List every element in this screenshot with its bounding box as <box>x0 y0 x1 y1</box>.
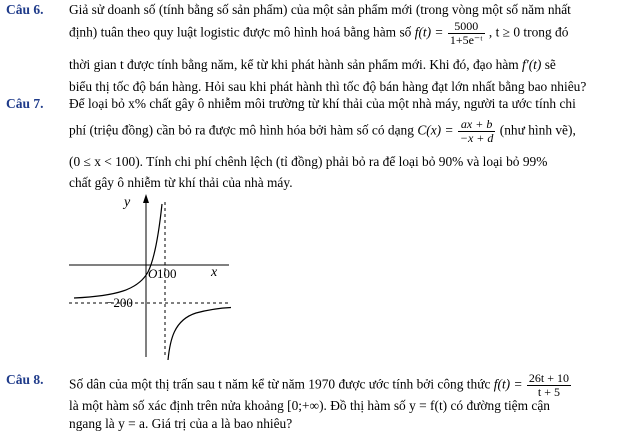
q7-fraction-denominator: −x + d <box>459 131 494 145</box>
q6-fraction-numerator: 5000 <box>448 20 485 34</box>
q6-line-3-tail: sẽ <box>544 57 556 72</box>
question-7-label: Câu 7. <box>6 96 44 111</box>
q7-line-2-text: phí (triệu đồng) cần bỏ ra được mô hình hóa bởi hàm số có dạng <box>69 122 414 138</box>
curve-left-branch <box>74 204 162 298</box>
q7-line-2-tail: (như hình vẽ), <box>499 122 576 138</box>
q8-line-2: là một hàm số xác định trên nửa khoảng [0;+∞). Đồ thị hàm số y = f(t) có đường tiệm cận <box>69 398 550 413</box>
q6-line-1: Giả sử doanh số (tính bằng số sản phẩm) của một sản phẩm mới (trong vòng một số năm nhất <box>69 2 571 17</box>
question-6-label: Câu 6. <box>6 2 44 17</box>
q7-line-3: (0 ≤ x < 100). Tính chi phí chênh lệch (tỉ đồng) phải bỏ ra để loại bỏ 90% và loại bỏ 99% <box>69 154 548 169</box>
q7-fraction-numerator: ax + b <box>458 118 496 132</box>
q8-fraction-numerator: 26t + 10 <box>528 371 569 385</box>
q6-line-4: biểu thị tốc độ bán hàng. Hỏi sau khi phát hành thì tốc độ bán hàng đạt lớn nhất bằng bao nhiêu? <box>69 79 587 94</box>
question-8-label: Câu 8. <box>6 372 44 387</box>
q8-function-name: f(t) = <box>493 376 523 392</box>
q6-function-name: f(t) = <box>414 24 444 40</box>
q6-line-2-tail: , t ≥ 0 trong đó <box>488 24 569 40</box>
q6-line-2 <box>69 20 568 47</box>
q7-line-2 <box>69 118 576 145</box>
q6-line-2-text: định) tuân theo quy luật logistic được mô hình hoá bằng hàm số <box>69 24 412 40</box>
q6-line-3-text: thời gian t được tính bằng năm, kể từ khi phát hành sản phẩm mới. Khi đó, đạo hàm <box>69 57 519 72</box>
q6-fraction-denominator: 1+5e⁻ᵗ <box>449 33 483 47</box>
q8-fraction-denominator: t + 5 <box>537 385 560 399</box>
origin-label: O <box>148 266 158 281</box>
q8-line-3: ngang là y = a. Giá trị của a là bao nhiêu? <box>69 416 293 431</box>
q8-fraction <box>527 372 571 399</box>
q7-function-graph <box>66 192 236 360</box>
curve-right-branch <box>168 308 231 361</box>
q7-line-1: Để loại bỏ x% chất gây ô nhiễm môi trường từ khí thải của một nhà máy, người ta ước tính chi <box>69 96 576 111</box>
x-axis-label: x <box>211 265 218 280</box>
x-tick-100: 100 <box>157 266 177 281</box>
q7-function-name: C(x) = <box>417 122 454 138</box>
q8-line-1 <box>69 372 572 399</box>
q8-line-1-text: Số dân của một thị trấn sau t năm kể từ năm 1970 được ước tính bởi công thức <box>69 376 491 392</box>
q7-line-4: chất gây ô nhiễm từ khí thải của nhà máy. <box>69 175 293 190</box>
y-tick-minus-200: −200 <box>106 295 133 310</box>
y-axis-arrow <box>143 194 149 203</box>
y-axis-label: y <box>124 195 131 210</box>
q7-fraction <box>458 118 496 145</box>
q6-line-3 <box>69 57 556 73</box>
q6-fraction <box>448 20 485 47</box>
q6-derivative: f′(t) <box>522 57 542 72</box>
